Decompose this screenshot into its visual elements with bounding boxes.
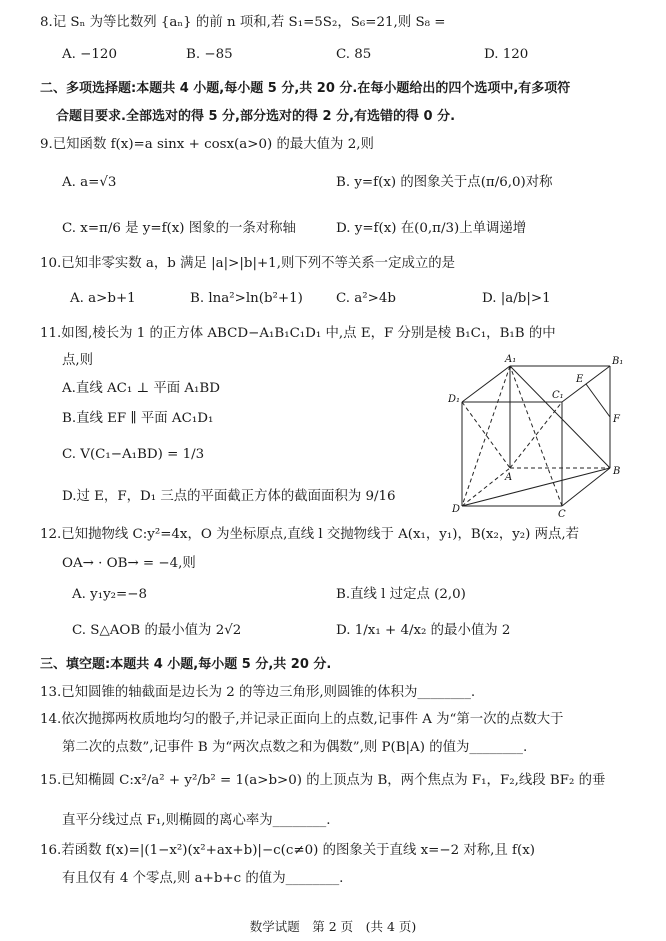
q12-option-d: D. 1/x₁ + 4/x₂ 的最小值为 2: [336, 623, 511, 638]
label-d: D: [452, 504, 461, 515]
q9-option-d: D. y=f(x) 在(0,π/3)上单调递增: [336, 221, 527, 236]
section2-heading-line1: 二、多项选择题:本题共 4 小题,每小题 5 分,共 20 分.在每小题给出的四个选项中,有多项符: [40, 81, 571, 96]
q9-option-c: C. x=π/6 是 y=f(x) 图象的一条对称轴: [62, 221, 296, 236]
q10-option-a: A. a>b+1: [70, 291, 136, 306]
q15-stem-line1: 15.已知椭圆 C:x²/a² + y²/b² = 1(a>b>0) 的上顶点为 B，两个焦点为 F₁，F₂,线段 BF₂ 的垂: [40, 773, 606, 788]
q16-stem-line2: 有且仅有 4 个零点,则 a+b+c 的值为________.: [62, 871, 344, 886]
section2-heading-line2: 合题目要求.全部选对的得 5 分,部分选对的得 2 分,有选错的得 0 分.: [56, 109, 456, 124]
section3-heading: 三、填空题:本题共 4 小题,每小题 5 分,共 20 分.: [40, 657, 332, 672]
q9-option-b: B. y=f(x) 的图象关于点(π/6,0)对称: [336, 175, 553, 190]
q8-option-c: C. 85: [336, 47, 372, 62]
q11-stem-line1: 11.如图,棱长为 1 的正方体 ABCD−A₁B₁C₁D₁ 中,点 E，F 分别是棱 B₁C₁，B₁B 的中: [40, 326, 556, 341]
label-a1: A₁: [505, 354, 517, 365]
label-e: E: [576, 374, 584, 385]
label-b: B: [613, 466, 621, 477]
label-c: C: [558, 509, 566, 520]
label-c1: C₁: [552, 390, 564, 401]
label-d1: D₁: [448, 394, 461, 405]
q10-stem: 10.已知非零实数 a，b 满足 |a|>|b|+1,则下列不等关系一定成立的是: [40, 256, 456, 271]
q12-option-a: A. y₁y₂=−8: [72, 587, 148, 602]
segment-d-b: [462, 468, 610, 506]
q14-stem-line2: 第二次的点数”,记事件 B 为“两次点数之和为偶数”,则 P(B|A) 的值为________.: [62, 740, 528, 755]
q15-stem-line2: 直平分线过点 F₁,则椭圆的离心率为________.: [62, 813, 331, 828]
q11-option-b: B.直线 EF ∥ 平面 AC₁D₁: [62, 411, 214, 426]
edge-d1-a1: [462, 366, 510, 402]
segment-e-f: [586, 384, 610, 417]
q9-option-a: A. a=√3: [62, 175, 117, 190]
page-footer: 数学试题 第 2 页 (共 4 页): [249, 919, 417, 934]
segment-c-a1: [510, 366, 562, 506]
q10-option-c: C. a²>4b: [336, 291, 396, 306]
segment-a-c1: [510, 402, 562, 468]
cube-figure: [448, 352, 636, 520]
segment-a1-d: [462, 366, 513, 506]
q12-stem-line1: 12.已知抛物线 C:y²=4x，O 为坐标原点,直线 l 交抛物线于 A(x₁，y₁)，B(x₂，y₂) 两点,若: [40, 527, 580, 542]
label-f: F: [613, 414, 620, 425]
q8-stem: 8.记 Sₙ 为等比数列 {aₙ} 的前 n 项和,若 S₁=5S₂，S₆=21,则 S₈ =: [40, 15, 446, 30]
q8-option-a: A. −120: [62, 47, 117, 62]
q11-stem-line2: 点,则: [62, 353, 94, 368]
q13-stem: 13.已知圆锥的轴截面是边长为 2 的等边三角形,则圆锥的体积为________.: [40, 685, 476, 700]
q12-option-b: B.直线 l 过定点 (2,0): [336, 587, 466, 602]
q11-option-d: D.过 E，F，D₁ 三点的平面截正方体的截面面积为 9/16: [62, 489, 396, 504]
q9-stem: 9.已知函数 f(x)=a sinx + cosx(a>0) 的最大值为 2,则: [40, 137, 374, 152]
label-a: A: [505, 472, 513, 483]
q10-option-b: B. lna²>ln(b²+1): [190, 291, 303, 306]
q8-option-d: D. 120: [484, 47, 529, 62]
q11-option-c: C. V(C₁−A₁BD) = 1/3: [62, 447, 205, 462]
q10-option-d: D. |a/b|>1: [482, 291, 551, 306]
q11-option-a: A.直线 AC₁ ⊥ 平面 A₁BD: [62, 381, 221, 396]
q8-option-b: B. −85: [186, 47, 233, 62]
q14-stem-line1: 14.依次抛掷两枚质地均匀的骰子,并记录正面向上的点数,记事件 A 为“第一次的点数大于: [40, 712, 564, 727]
q12-option-c: C. S△AOB 的最小值为 2√2: [72, 623, 242, 638]
label-b1: B₁: [612, 356, 624, 367]
q16-stem-line1: 16.若函数 f(x)=|(1−x²)(x²+ax+b)|−c(c≠0) 的图象关于直线 x=−2 对称,且 f(x): [40, 843, 536, 858]
q12-stem-line2: OA→ · OB→ = −4,则: [62, 556, 196, 571]
segment-a1-b: [510, 366, 610, 468]
